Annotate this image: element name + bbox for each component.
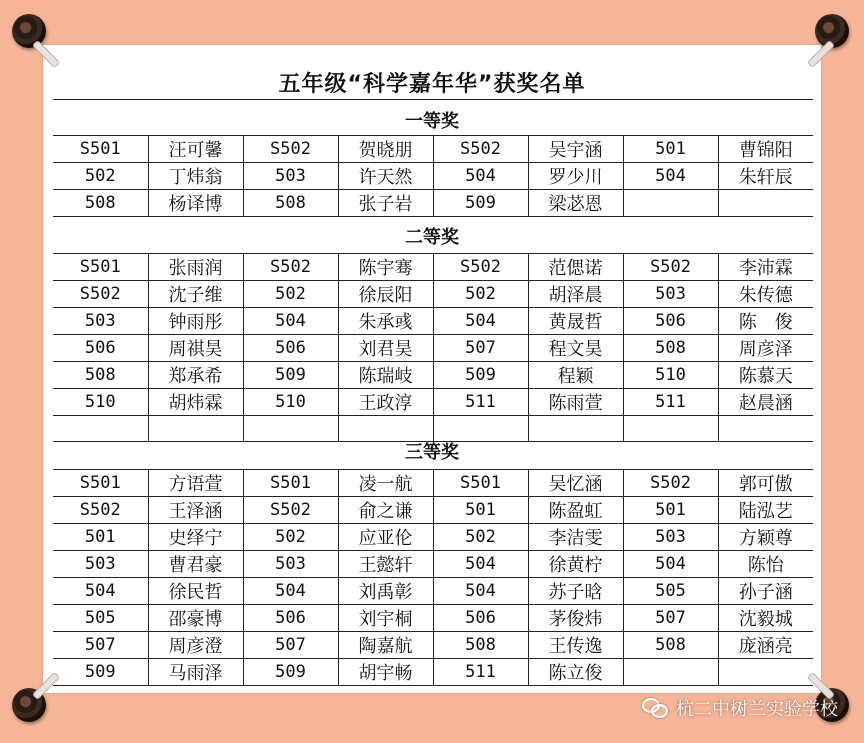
wechat-icon (642, 698, 668, 718)
student-name-cell: 陶嘉航 (338, 632, 433, 659)
student-name-cell: 胡炜霖 (148, 389, 243, 416)
class-cell: 504 (623, 551, 718, 578)
student-name-cell: 史绎宁 (148, 524, 243, 551)
student-name-cell: 邵豪博 (148, 605, 243, 632)
student-name-cell: 周彦澄 (148, 632, 243, 659)
class-cell: 503 (623, 281, 718, 308)
table-row (53, 605, 813, 632)
class-cell: 508 (433, 632, 528, 659)
table-row (53, 254, 813, 281)
class-cell: 509 (243, 362, 338, 389)
student-name-cell: 黄晟哲 (528, 308, 623, 335)
table-row (53, 551, 813, 578)
class-cell: 510 (53, 389, 148, 416)
class-cell: S502 (53, 281, 148, 308)
student-name-cell: 刘禹彰 (338, 578, 433, 605)
class-cell: 506 (623, 308, 718, 335)
section-title-second-prize: 二等奖 (405, 227, 459, 248)
watermark (642, 695, 838, 721)
student-name-cell: 朱传德 (718, 281, 813, 308)
student-name-cell: 范偲诺 (528, 254, 623, 281)
table-row (53, 578, 813, 605)
table-row (53, 659, 813, 686)
student-name-cell: 茅俊炜 (528, 605, 623, 632)
class-cell (623, 190, 718, 217)
class-cell: S501 (53, 136, 148, 163)
class-cell: 507 (433, 335, 528, 362)
student-name-cell: 丁炜翁 (148, 163, 243, 190)
class-cell: 503 (623, 524, 718, 551)
class-cell: 508 (53, 190, 148, 217)
table-row (53, 136, 813, 163)
student-name-cell: 郭可傲 (718, 470, 813, 497)
student-name-cell: 许天然 (338, 163, 433, 190)
class-cell (623, 659, 718, 686)
student-name-cell: 陈瑞岐 (338, 362, 433, 389)
student-name-cell: 张雨润 (148, 254, 243, 281)
class-cell: 509 (433, 190, 528, 217)
student-name-cell: 赵晨涵 (718, 389, 813, 416)
class-cell: 504 (623, 163, 718, 190)
class-cell: 504 (53, 578, 148, 605)
class-cell: 508 (243, 190, 338, 217)
student-name-cell: 陈盈虹 (528, 497, 623, 524)
class-cell: S502 (623, 254, 718, 281)
class-cell: S501 (243, 470, 338, 497)
student-name-cell: 汪可馨 (148, 136, 243, 163)
student-name-cell: 孙子涵 (718, 578, 813, 605)
student-name-cell (718, 190, 813, 217)
student-name-cell: 罗少川 (528, 163, 623, 190)
class-cell: 503 (243, 551, 338, 578)
student-name-cell: 刘宇桐 (338, 605, 433, 632)
class-cell: 504 (243, 578, 338, 605)
class-cell: 502 (433, 281, 528, 308)
table-row (53, 190, 813, 217)
student-name-cell: 周祺昊 (148, 335, 243, 362)
student-name-cell: 庞涵亮 (718, 632, 813, 659)
title-underline (53, 99, 813, 100)
class-cell: 501 (53, 524, 148, 551)
class-cell: S502 (243, 136, 338, 163)
section-title-third-prize: 三等奖 (405, 442, 459, 463)
class-cell: 504 (433, 308, 528, 335)
student-name-cell: 李洁雯 (528, 524, 623, 551)
table-row (53, 281, 813, 308)
class-cell: 502 (53, 163, 148, 190)
student-name-cell (718, 659, 813, 686)
table-row (53, 632, 813, 659)
table-row (53, 497, 813, 524)
student-name-cell: 陈怡 (718, 551, 813, 578)
student-name-cell: 王泽涵 (148, 497, 243, 524)
class-cell: 504 (433, 578, 528, 605)
student-name-cell: 陈立俊 (528, 659, 623, 686)
student-name-cell: 方颖尊 (718, 524, 813, 551)
third-prize-table (53, 469, 813, 686)
student-name-cell: 程文昊 (528, 335, 623, 362)
student-name-cell: 徐民哲 (148, 578, 243, 605)
student-name-cell: 俞之谦 (338, 497, 433, 524)
class-cell: 502 (433, 524, 528, 551)
class-cell: 503 (53, 551, 148, 578)
class-cell: S501 (53, 254, 148, 281)
student-name-cell: 曹君豪 (148, 551, 243, 578)
class-cell: 505 (53, 605, 148, 632)
table-row (53, 163, 813, 190)
student-name-cell: 郑承希 (148, 362, 243, 389)
class-cell: 508 (623, 335, 718, 362)
student-name-cell: 钟雨彤 (148, 308, 243, 335)
table-row (53, 308, 813, 335)
class-cell: 509 (53, 659, 148, 686)
class-cell: 510 (243, 389, 338, 416)
award-list-sheet (43, 45, 821, 693)
student-name-cell: 苏子晗 (528, 578, 623, 605)
student-name-cell: 沈毅城 (718, 605, 813, 632)
student-name-cell: 沈子维 (148, 281, 243, 308)
student-name-cell: 陈雨萱 (528, 389, 623, 416)
student-name-cell: 应亚伦 (338, 524, 433, 551)
student-name-cell: 徐黄柠 (528, 551, 623, 578)
student-name-cell: 陈宇骞 (338, 254, 433, 281)
first-prize-table (53, 135, 813, 217)
student-name-cell: 陆泓艺 (718, 497, 813, 524)
class-cell: S502 (433, 254, 528, 281)
student-name-cell: 胡宇畅 (338, 659, 433, 686)
student-name-cell: 梁苾恩 (528, 190, 623, 217)
student-name-cell: 吴宇涵 (528, 136, 623, 163)
class-cell: 506 (243, 605, 338, 632)
section-title-first-prize: 一等奖 (405, 111, 459, 132)
student-name-cell: 曹锦阳 (718, 136, 813, 163)
table-row (53, 470, 813, 497)
class-cell: 509 (433, 362, 528, 389)
class-cell: 501 (623, 497, 718, 524)
class-cell: 504 (433, 163, 528, 190)
student-name-cell: 王懿轩 (338, 551, 433, 578)
table-row (53, 362, 813, 389)
student-name-cell: 周彦泽 (718, 335, 813, 362)
student-name-cell: 马雨泽 (148, 659, 243, 686)
class-cell: S502 (623, 470, 718, 497)
class-cell: 511 (433, 389, 528, 416)
class-cell: 502 (243, 524, 338, 551)
class-cell: 510 (623, 362, 718, 389)
table-row (53, 389, 813, 416)
student-name-cell: 张子岩 (338, 190, 433, 217)
student-name-cell: 凌一航 (338, 470, 433, 497)
class-cell: 504 (243, 308, 338, 335)
watermark-text: 杭二中树兰实验学校 (676, 699, 838, 720)
table-row (53, 335, 813, 362)
class-cell: 507 (53, 632, 148, 659)
class-cell: 503 (53, 308, 148, 335)
student-name-cell: 刘君昊 (338, 335, 433, 362)
class-cell: 508 (623, 632, 718, 659)
student-name-cell: 李沛霖 (718, 254, 813, 281)
table-row (53, 524, 813, 551)
student-name-cell: 朱承彧 (338, 308, 433, 335)
class-cell: 511 (623, 389, 718, 416)
class-cell: 505 (623, 578, 718, 605)
student-name-cell: 方语萱 (148, 470, 243, 497)
class-cell: 501 (623, 136, 718, 163)
class-cell: S501 (433, 470, 528, 497)
class-cell: 501 (433, 497, 528, 524)
class-cell: 507 (243, 632, 338, 659)
student-name-cell: 程颖 (528, 362, 623, 389)
class-cell: 511 (433, 659, 528, 686)
student-name-cell: 朱轩辰 (718, 163, 813, 190)
student-name-cell: 陈慕天 (718, 362, 813, 389)
student-name-cell: 王政淳 (338, 389, 433, 416)
class-cell: S501 (53, 470, 148, 497)
class-cell: 509 (243, 659, 338, 686)
class-cell: S502 (243, 254, 338, 281)
class-cell: S502 (433, 136, 528, 163)
student-name-cell: 贺晓朋 (338, 136, 433, 163)
student-name-cell: 胡泽晨 (528, 281, 623, 308)
class-cell: 508 (53, 362, 148, 389)
class-cell: 506 (433, 605, 528, 632)
class-cell: 506 (243, 335, 338, 362)
student-name-cell: 徐辰阳 (338, 281, 433, 308)
second-prize-table (53, 253, 813, 442)
student-name-cell: 王传逸 (528, 632, 623, 659)
class-cell: 503 (243, 163, 338, 190)
class-cell: 507 (623, 605, 718, 632)
class-cell: 506 (53, 335, 148, 362)
class-cell: 504 (433, 551, 528, 578)
student-name-cell: 杨译博 (148, 190, 243, 217)
class-cell: 502 (243, 281, 338, 308)
document-title: 五年级“科学嘉年华”获奖名单 (278, 72, 586, 97)
student-name-cell: 陈 俊 (718, 308, 813, 335)
student-name-cell: 吴忆涵 (528, 470, 623, 497)
class-cell: S502 (53, 497, 148, 524)
class-cell: S502 (243, 497, 338, 524)
